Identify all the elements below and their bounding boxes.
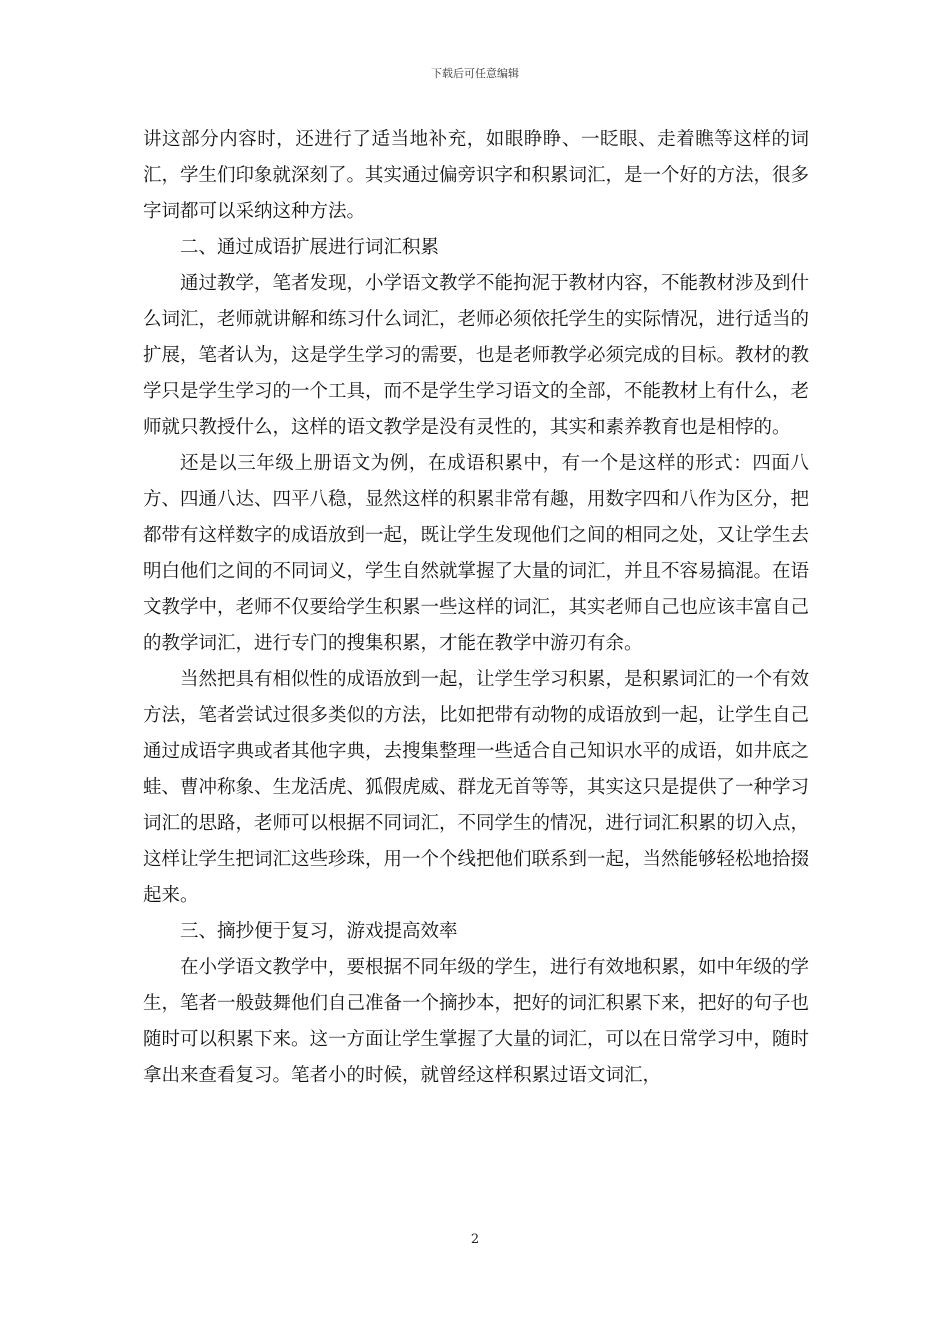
paragraph-continued: 讲这部分内容时，还进行了适当地补充，如眼睁睁、一眨眼、走着瞧等这样的词汇，学生们印象就深刻了。其实通过偏旁识字和积累词汇，是一个好的方法，很多字词都可以采纳这种方法。 (143, 129, 810, 222)
paragraph-2: 通过教学，笔者发现，小学语文教学不能拘泥于教材内容，不能教材涉及到什么词汇，老师就讲解和练习什么词汇，老师必须依托学生的实际情况，进行适当的扩展，笔者认为，这是学生学习的需要，也是老师教学必须完成的目标。教材的教学只是学生学习的一个工具，而不是学生学习语文的全部，不能教材上有什么，老师就只教授什么，这样的语文教学是没有灵性的，其实和素养教育也是相悖的。 (143, 273, 810, 438)
page-header: 下载后可任意编辑 (431, 67, 519, 80)
paragraph-4: 当然把具有相似性的成语放到一起，让学生学习积累，是积累词汇的一个有效方法，笔者尝试过很多类似的方法，比如把带有动物的成语放到一起，让学生自己通过成语字典或者其他字典，去搜集整理一些适合自己知识水平的成语，如井底之蛙、曹冲称象、生龙活虎、狐假虎威、群龙无首等等，其实这只是提供了一种学习词汇的思路，老师可以根据不同词汇，不同学生的情况，进行词汇积累的切入点，这样让学生把词汇这些珍珠，用一个个线把他们联系到一起，当然能够轻松地拾掇起来。 (143, 669, 810, 906)
paragraph-5: 在小学语文教学中，要根据不同年级的学生，进行有效地积累，如中年级的学生，笔者一般鼓舞他们自己准备一个摘抄本，把好的词汇积累下来，把好的句子也随时可以积累下来。这一方面让学生掌握了大量的词汇，可以在日常学习中，随时拿出来查看复习。笔者小的时候，就曾经这样积累过语文词汇， (143, 957, 810, 1086)
section-heading-2: 二、通过成语扩展进行词汇积累 (180, 237, 440, 258)
paragraph-3: 还是以三年级上册语文为例，在成语积累中，有一个是这样的形式：四面八方、四通八达、四平八稳，显然这样的积累非常有趣，用数字四和八作为区分，把都带有这样数字的成语放到一起，既让学生发现他们之间的相同之处，又让学生去明白他们之间的不同词义，学生自然就掌握了大量的词汇，并且不容易搞混。在语文教学中，老师不仅要给学生积累一些这样的词汇，其实老师自己也应该丰富自己的教学词汇，进行专门的搜集积累，才能在教学中游刃有余。 (143, 453, 810, 654)
document-body (143, 122, 809, 1094)
section-heading-3: 三、摘抄便于复习，游戏提高效率 (180, 921, 458, 942)
page-number: 2 (470, 1232, 480, 1247)
